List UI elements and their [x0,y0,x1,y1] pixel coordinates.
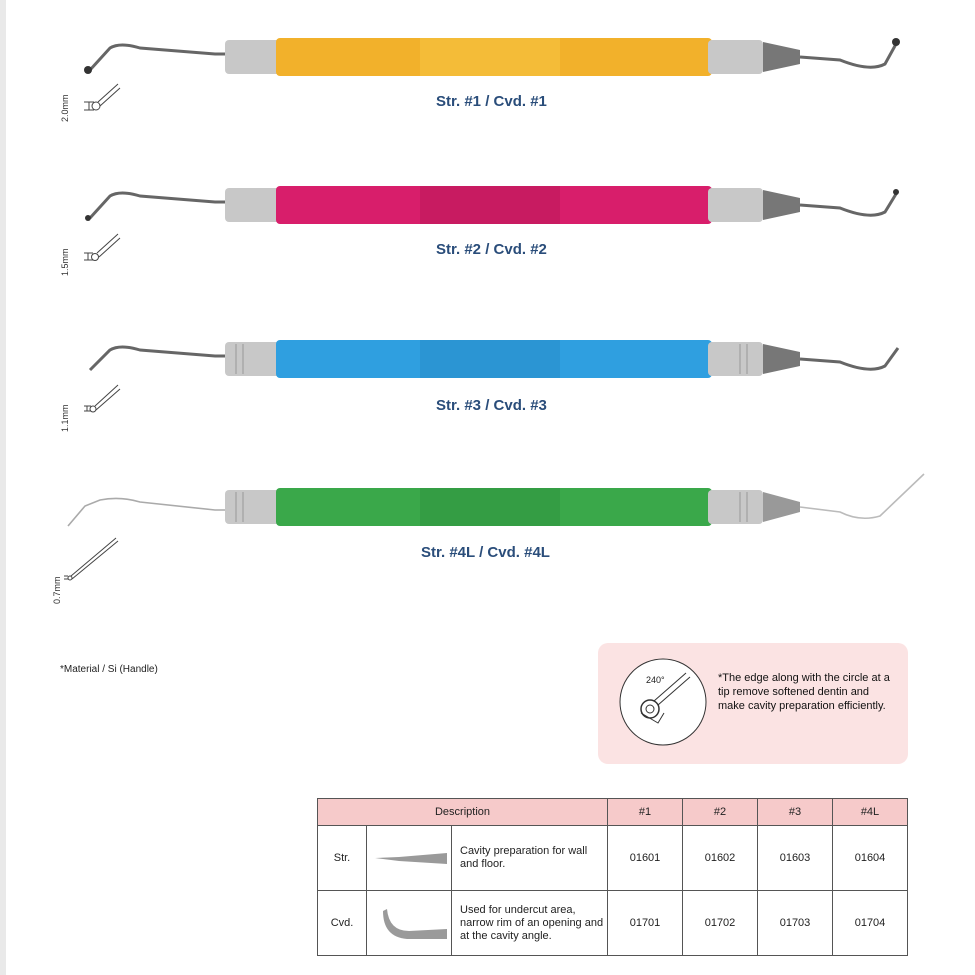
row-type: Str. [318,826,367,891]
tip-1-size: 2.0mm [60,94,70,122]
tip-3-diagram [82,382,122,422]
instrument-2-label: Str. #2 / Cvd. #2 [436,241,547,258]
table-row [318,826,908,891]
tip-2-size: 1.5mm [60,248,70,276]
instrument-4-drawing [40,470,940,550]
instrument-4-label: Str. #4L / Cvd. #4L [421,544,550,561]
code-cell: 01602 [683,826,758,891]
angle-label: 240° [646,675,665,685]
code-cell: 01701 [608,891,683,956]
row-type: Cvd. [318,891,367,956]
tip-3-size: 1.1mm [60,404,70,432]
spec-table [317,798,908,956]
callout-text: *The edge along with the circle at a tip remove softened dentin and make cavity preparation efficiently. [718,672,890,712]
instrument-3 [40,322,940,482]
tip-4-diagram [62,536,122,582]
instrument-2-drawing [40,168,940,248]
instrument-1 [40,20,940,180]
header-description: Description [318,799,608,826]
curved-tip-shape [367,891,452,956]
tip-angle-diagram [616,655,711,750]
tip-4-size: 0.7mm [52,576,62,604]
tip-2-diagram [82,232,122,272]
code-cell: 01601 [608,826,683,891]
instrument-3-drawing [40,322,940,402]
table-header-row [318,799,908,826]
material-note: *Material / Si (Handle) [60,664,158,675]
instrument-2 [40,168,940,328]
page-edge-strip [0,0,6,975]
header-4l: #4L [833,799,908,826]
instrument-4 [40,470,940,630]
straight-tip-shape [367,826,452,891]
table-row [318,891,908,956]
row-description: Used for undercut area, narrow rim of an opening and at the cavity angle. [452,891,608,956]
code-cell: 01604 [833,826,908,891]
code-cell: 01704 [833,891,908,956]
header-1: #1 [608,799,683,826]
tip-feature-callout [598,643,908,764]
instrument-3-label: Str. #3 / Cvd. #3 [436,397,547,414]
instrument-1-label: Str. #1 / Cvd. #1 [436,93,547,110]
row-description: Cavity preparation for wall and floor. [452,826,608,891]
tip-1-diagram [82,82,122,122]
code-cell: 01702 [683,891,758,956]
code-cell: 01603 [758,826,833,891]
header-2: #2 [683,799,758,826]
code-cell: 01703 [758,891,833,956]
header-3: #3 [758,799,833,826]
instrument-1-drawing [40,20,940,100]
